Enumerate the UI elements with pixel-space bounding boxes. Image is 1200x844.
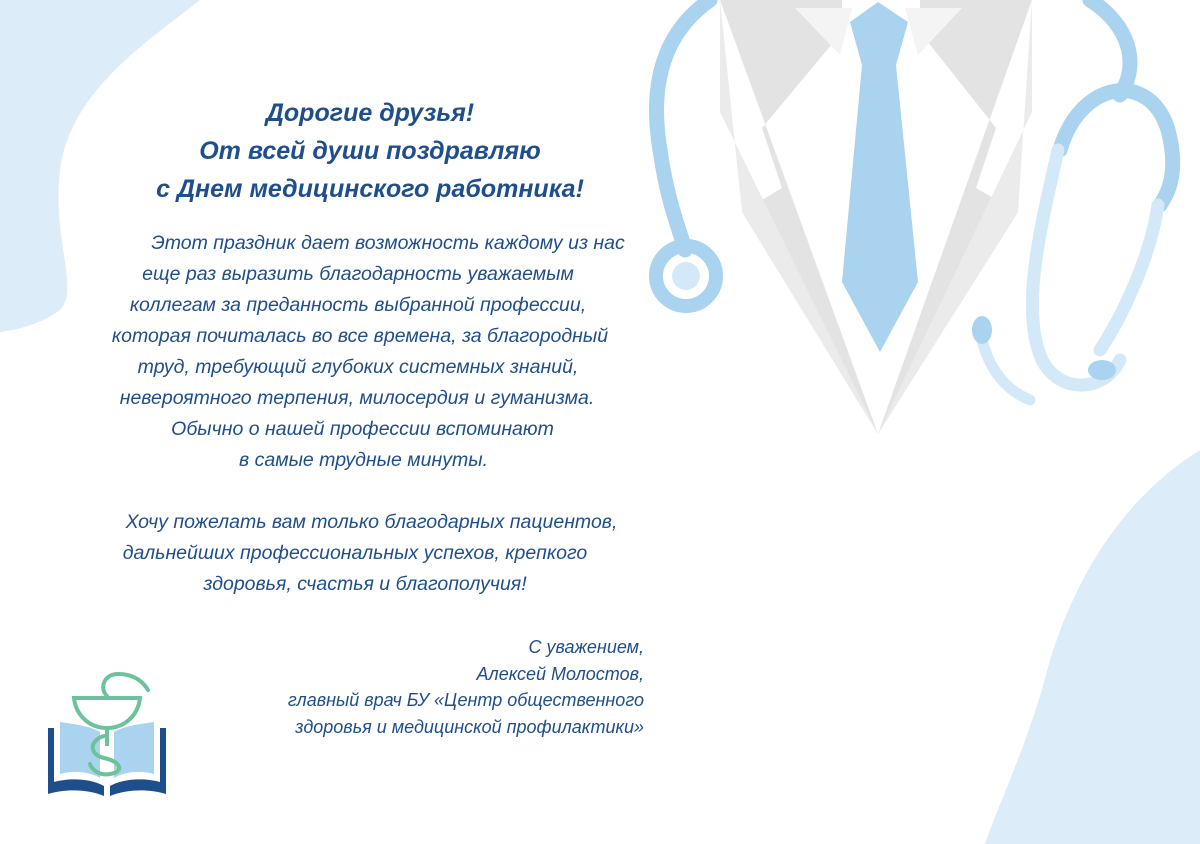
body-line: которая почиталась во все времена, за благородный xyxy=(111,325,609,347)
body-line: Хочу пожелать вам только благодарных пациентов, xyxy=(125,511,618,533)
greeting-line-2: От всей души поздравляю xyxy=(199,137,541,165)
body-line: коллегам за преданность выбранной профессии, xyxy=(129,294,587,316)
tie-illustration xyxy=(842,2,918,352)
signature-regards: С уважением, xyxy=(528,637,644,657)
earpiece-right xyxy=(1088,360,1116,380)
earpiece-left xyxy=(972,316,992,344)
signature-position: главный врач БУ «Центр общественного xyxy=(287,690,644,710)
body-line: Обычно о нашей профессии вспоминают xyxy=(171,418,554,440)
body-line: еще раз выразить благодарность уважаемым xyxy=(142,263,574,285)
greeting-line-3: с Днем медицинского работника! xyxy=(156,175,584,203)
signature-block xyxy=(288,634,644,740)
body-line: труд, требующий глубоких системных знаний, xyxy=(137,356,579,378)
signature-organization: здоровья и медицинской профилактики» xyxy=(295,716,644,737)
greeting-line-1: Дорогие друзья! xyxy=(265,99,475,127)
body-line: здоровья, счастья и благополучия! xyxy=(203,573,527,595)
congratulation-text xyxy=(60,228,660,600)
signature-name: Алексей Молостов, xyxy=(476,663,644,684)
bowl-of-hygieia-book-logo xyxy=(44,666,170,800)
body-line: невероятного терпения, милосердия и гуманизма. xyxy=(119,387,595,409)
body-line: дальнейших профессиональных успехов, крепкого xyxy=(122,542,588,564)
body-line: в самые трудные минуты. xyxy=(239,449,488,471)
background-blob-bottom-right xyxy=(985,450,1200,844)
greeting-heading xyxy=(70,94,670,208)
body-line: Этот праздник дает возможность каждому из нас xyxy=(151,232,625,254)
